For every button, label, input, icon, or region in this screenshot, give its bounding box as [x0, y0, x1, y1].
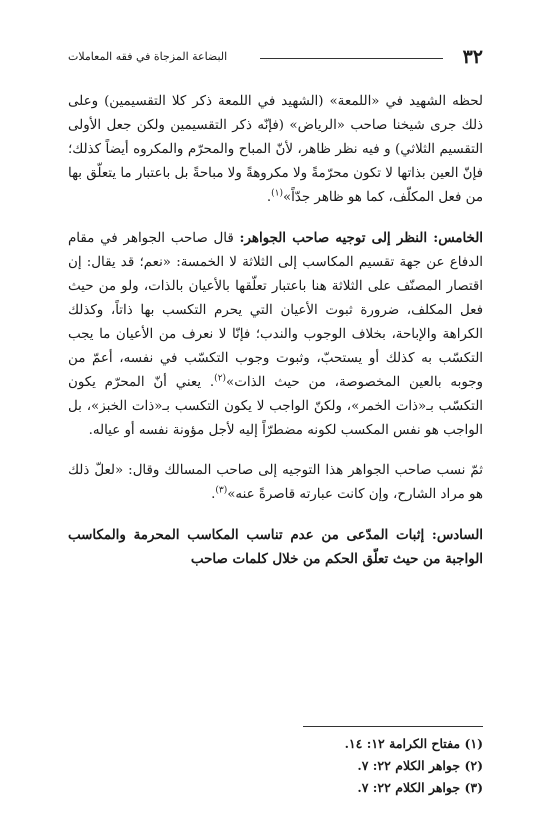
footnote-ref-2: (٢): [214, 373, 227, 384]
footnote-ref-3: (٣): [215, 485, 228, 496]
paragraph-2-text-a: قال صاحب الجواهر في مقام الدفاع عن جهة تقسيم المكاسب إلى الثلاثة لا الخمسة: «نعم؛ قد يقال: إن اقتصار المصنّف على الثلاثة هنا باعتبار تعلّقها بالأعيان بالذات، ولو من حيث فعل المكلف، ضرورة ثبوت الأعيان التي يحرم التكسب بها ذاتاً، وكذلك الكراهة والإباحة، بخلاف الوجوب والندب؛ فإنّا لا نعرف من الأعيان ما يجب التكسّب به كذلك أو يستحبّ، وثبوت وجوب التكسّب في نفسه، أعمّ من وجوبه بالعين المخصوصة، من حيث الذات»: [68, 231, 483, 390]
paragraph-3-text: ثمّ نسب صاحب الجواهر هذا التوجيه إلى صاحب المسالك وقال: «لعلّ ذلك هو مراد الشارح، وإن كانت عبارته قاصرةً عنه»: [68, 463, 483, 502]
footnote-ref-1: (١): [271, 188, 283, 199]
footnotes: [68, 733, 483, 799]
paragraph-3-end: .: [211, 487, 216, 502]
paragraph-1: [68, 90, 483, 210]
header-rule: [260, 58, 443, 59]
footnote-1: (١) مفتاح الكرامة ١٢: ١٤.: [344, 736, 483, 751]
running-title: البضاعة المزجاة في فقه المعاملات: [68, 50, 228, 63]
paragraph-2: [68, 226, 483, 443]
footnote-rule: [303, 726, 483, 727]
paragraph-4-heading: السادس: إثبات المدّعى من عدم تناسب المكاسب المحرمة والمكاسب الواجبة من حيث تعلّق الحكم من خلال كلمات صاحب: [68, 527, 483, 567]
paragraph-3: [68, 459, 483, 507]
page-header: [68, 46, 483, 70]
main-text: [68, 90, 483, 571]
paragraph-2-heading: الخامس: النظر إلى توجيه صاحب الجواهر:: [239, 230, 483, 246]
footnote-2: (٢) جواهر الكلام ٢٢: ٧.: [357, 758, 483, 773]
paragraph-1-end: .: [266, 190, 272, 205]
page-number: ٣٢: [462, 46, 483, 68]
paragraph-1-text: لحظه الشهيد في «اللمعة» (الشهيد في اللمعة ذكر كلا التقسيمين) وعلى ذلك جرى شيخنا صاحب «الرياض» (فإنّه ذكر التقسيمين ولكن جعل الأولى التقسيم الثلاثي) و فيه نظر ظاهر، لأنّ المباح والمحرّم والمكروه أيضاً كذلك؛ فإنّ العين بذاتها لا تكون محرّمةً ولا مكروهةً ولا مباحةً بل باعتبار ما يتعلّق بها من فعل المكلّف، كما هو ظاهر جدّاً»: [68, 94, 483, 205]
paragraph-2-text-b: . يعني أنّ المحرّم يكون التكسّب بـ«ذات الخمر»، ولكنّ الواجب لا يكون التكسب بـ«ذات الخبز»، بل الواجب هو نفس المكسب لكونه مضطرّاً إليه لأجل مؤونة نفسه أو عياله.: [68, 375, 483, 438]
footnote-3: (٣) جواهر الكلام ٢٢: ٧.: [357, 780, 483, 795]
